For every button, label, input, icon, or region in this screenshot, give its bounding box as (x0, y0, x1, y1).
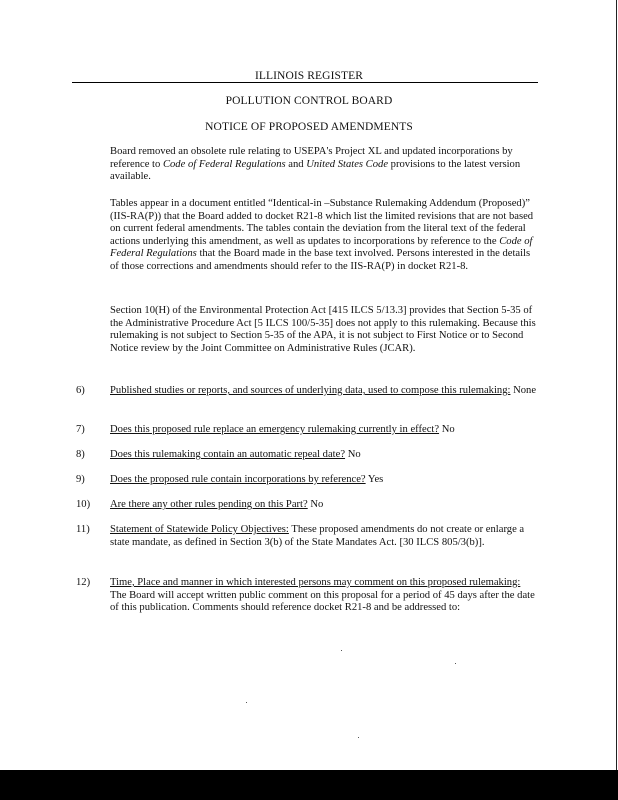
p2-text-start: Tables appear in a document entitled “Identical-in –Substance Rulemaking Addendum (Proposed)” (IIS-RA(P)) that the Board added to docket R21-8 which list the limited revisions that are not based on current federal amendments. The tables contain the deviation from the literal text of the federal actions underlying this amendment, as well as updates to incorporations by reference to the (110, 198, 534, 247)
register-title: ILLINOIS REGISTER (254, 70, 364, 82)
paragraph-tables (110, 198, 538, 274)
scan-speck (246, 702, 247, 703)
item-label: Statement of Statewide Policy Objectives: (110, 524, 289, 535)
item-answer: The Board will accept written public comment on this proposal for a period of 45 days after the date of this publication. Comments should reference docket R21-8 and be addressed to: (110, 589, 535, 614)
scan-speck (358, 737, 359, 738)
p1-text-start: Board removed an obsolete rule relating to USEPA's Project XL and updated incorporations by reference to (110, 146, 513, 170)
notice-title: NOTICE OF PROPOSED AMENDMENTS (205, 121, 413, 133)
item-answer: No (439, 424, 455, 435)
item-number: 8) (76, 449, 85, 460)
item-label: Published studies or reports, and sources of underlying data, used to compose this rulemaking: (110, 385, 511, 396)
item-answer: No (345, 449, 361, 460)
item-number: 12) (76, 577, 91, 588)
item-label: Does the proposed rule contain incorporations by reference? (110, 474, 366, 485)
p1-cfr: Code of Federal Regulations (162, 158, 286, 170)
item-number: 6) (76, 385, 85, 396)
item-answer: Yes (365, 474, 384, 485)
item-number: 7) (76, 424, 85, 435)
item-number: 11) (76, 524, 90, 535)
item-label: Does this rulemaking contain an automatic repeal date? (110, 449, 346, 460)
item-number: 9) (76, 474, 85, 485)
p1-text-end: provisions to the latest version available. (110, 158, 521, 183)
scan-speck (455, 663, 456, 664)
item-answer: These proposed amendments do not create or enlarge a state mandate, as defined in Section 3(b) of the State Mandates Act. [30 ILCS 805/3(b)]. (110, 524, 525, 548)
scan-speck (341, 650, 342, 651)
item-answer: No (307, 499, 324, 510)
item-answer: None (510, 385, 537, 396)
scan-border-bottom (0, 770, 618, 800)
item-label: Time, Place and manner in which interested persons may comment on this proposed rulemaking: (110, 577, 521, 588)
page-edge (616, 0, 617, 770)
paragraph-board-removed (110, 146, 538, 184)
header-rule (72, 82, 538, 83)
p2-text-end: that the Board made in the base text involved. Persons interested in the details of those corrections and amendments should refer to the IIS-RA(P) in docket R21-8. (110, 248, 531, 272)
item-label: Does this proposed rule replace an emergency rulemaking currently in effect? (110, 424, 440, 435)
paragraph-section-10h (110, 305, 538, 355)
p2-cfr: Code of Federal Regulations (110, 235, 533, 260)
p3-text: Section 10(H) of the Environmental Protection Act [415 ILCS 5/13.3] provides that Section 5-35 of the Administrative Procedure Act [5 ILCS 100/5-35] does not apply to this rulemaking. Because this rulemaking is not subject to Section 5-35 of the APA, it is not subject to First Notice or to Second Notice review by the Joint Committee on Administrative Rules (JCAR). (110, 305, 536, 354)
p1-usc: United States Code (306, 158, 389, 170)
item-number: 10) (76, 499, 91, 510)
board-title: POLLUTION CONTROL BOARD (225, 95, 393, 107)
item-label: Are there any other rules pending on this Part? (110, 499, 308, 510)
p1-and: and (285, 158, 307, 170)
